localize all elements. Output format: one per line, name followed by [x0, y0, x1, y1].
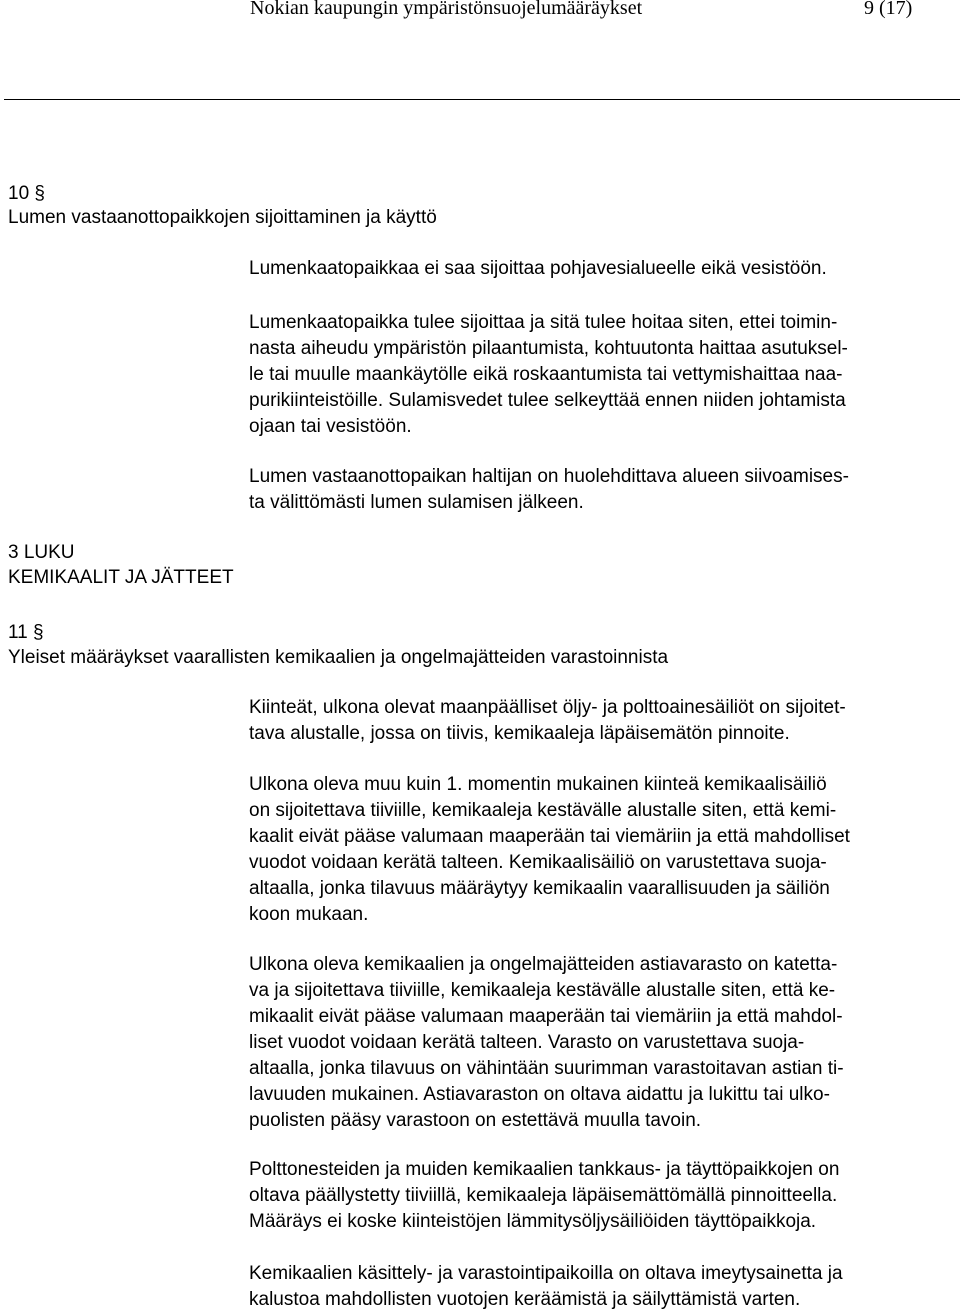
text-line: Lumen vastaanottopaikan haltijan on huolehdittava alueen siivoamises- [249, 466, 849, 487]
chapter-title: KEMIKAALIT JA JÄTTEET [8, 567, 234, 588]
document-title: Nokian kaupungin ympäristönsuojelumääräykset [250, 0, 643, 19]
page-header [0, 0, 960, 30]
text-line: on sijoitettava tiiviille, kemikaaleja kestävälle alustalle siten, että kemi- [249, 800, 837, 821]
text-line: kalustoa mahdollisten vuotojen keräämistä ja säilyttämistä varten. [249, 1289, 801, 1310]
text-line: altaalla, jonka tilavuus määräytyy kemikaalin vaarallisuuden ja säiliön [249, 878, 830, 899]
section-10-paragraph-2 [249, 310, 955, 440]
text-line: oltava päällystetty tiiviillä, kemikaaleja läpäisemättömällä pinnoitteella. [249, 1185, 838, 1206]
text-line: Ulkona oleva kemikaalien ja ongelmajätteiden astiavarasto on katetta- [249, 954, 838, 975]
section-11-paragraph-4 [249, 1157, 955, 1235]
text-line: va ja sijoitettava tiiviille, kemikaaleja kestävälle alustalle siten, että ke- [249, 980, 836, 1001]
text-line: liset vuodot voidaan kerätä talteen. Varasto on varustettava suoja- [249, 1032, 805, 1053]
section-11-paragraph-2 [249, 772, 955, 928]
text-line: altaalla, jonka tilavuus on vähintään suurimman varastoitavan astian ti- [249, 1058, 844, 1079]
chapter-number: 3 LUKU [8, 542, 75, 563]
text-line: kaalit eivät pääse valumaan maaperään tai viemäriin ja että mahdolliset [249, 826, 850, 847]
text-line: puolisten pääsy varastoon on estettävä muulla tavoin. [249, 1110, 702, 1131]
text-line: koon mukaan. [249, 904, 369, 925]
text-line: Määräys ei koske kiinteistöjen lämmitysöljysäiliöiden täyttöpaikkoja. [249, 1211, 817, 1232]
text-line: le tai muulle maankäytölle eikä roskaantumista tai vettymishaittaa naa- [249, 364, 843, 385]
text-line: Lumenkaatopaikkaa ei saa sijoittaa pohjavesialueelle eikä vesistöön. [249, 258, 827, 279]
text-line: mikaalit eivät pääse valumaan maaperään tai viemäriin ja että mahdol- [249, 1006, 843, 1027]
header-divider [4, 99, 960, 100]
text-line: vuodot voidaan kerätä talteen. Kemikaalisäiliö on varustettava suoja- [249, 852, 827, 873]
section-10-title: Lumen vastaanottopaikkojen sijoittaminen ja käyttö [8, 207, 437, 228]
text-line: nasta aiheudu ympäristön pilaantumista, kohtuutonta haittaa asutuksel- [249, 338, 848, 359]
section-10-number: 10 § [8, 183, 45, 204]
section-10-paragraph-3 [249, 464, 955, 516]
text-line: ta välittömästi lumen sulamisen jälkeen. [249, 492, 584, 513]
text-line: lavuuden mukainen. Astiavaraston on oltava aidattu ja lukittu tai ulko- [249, 1084, 830, 1105]
section-11-paragraph-1 [249, 695, 955, 747]
text-line: Kiinteät, ulkona olevat maanpäälliset öljy- ja polttoainesäiliöt on sijoitet- [249, 697, 846, 718]
text-line: Lumenkaatopaikka tulee sijoittaa ja sitä tulee hoitaa siten, ettei toimin- [249, 312, 838, 333]
section-10-paragraph-1 [249, 256, 955, 282]
text-line: tava alustalle, jossa on tiivis, kemikaaleja läpäisemätön pinnoite. [249, 723, 790, 744]
text-line: ojaan tai vesistöön. [249, 416, 412, 437]
page-number: 9 (17) [864, 0, 913, 19]
section-11-number: 11 § [8, 622, 44, 643]
section-11-title: Yleiset määräykset vaarallisten kemikaalien ja ongelmajätteiden varastoinnista [8, 647, 669, 668]
text-line: purikiinteistöille. Sulamisvedet tulee selkeyttää ennen niiden johtamista [249, 390, 846, 411]
text-line: Ulkona oleva muu kuin 1. momentin mukainen kiinteä kemikaalisäiliö [249, 774, 827, 795]
text-line: Polttonesteiden ja muiden kemikaalien tankkaus- ja täyttöpaikkojen on [249, 1159, 840, 1180]
text-line: Kemikaalien käsittely- ja varastointipaikoilla on oltava imeytysainetta ja [249, 1263, 843, 1284]
section-11-paragraph-3 [249, 952, 955, 1134]
section-11-paragraph-5 [249, 1261, 955, 1313]
